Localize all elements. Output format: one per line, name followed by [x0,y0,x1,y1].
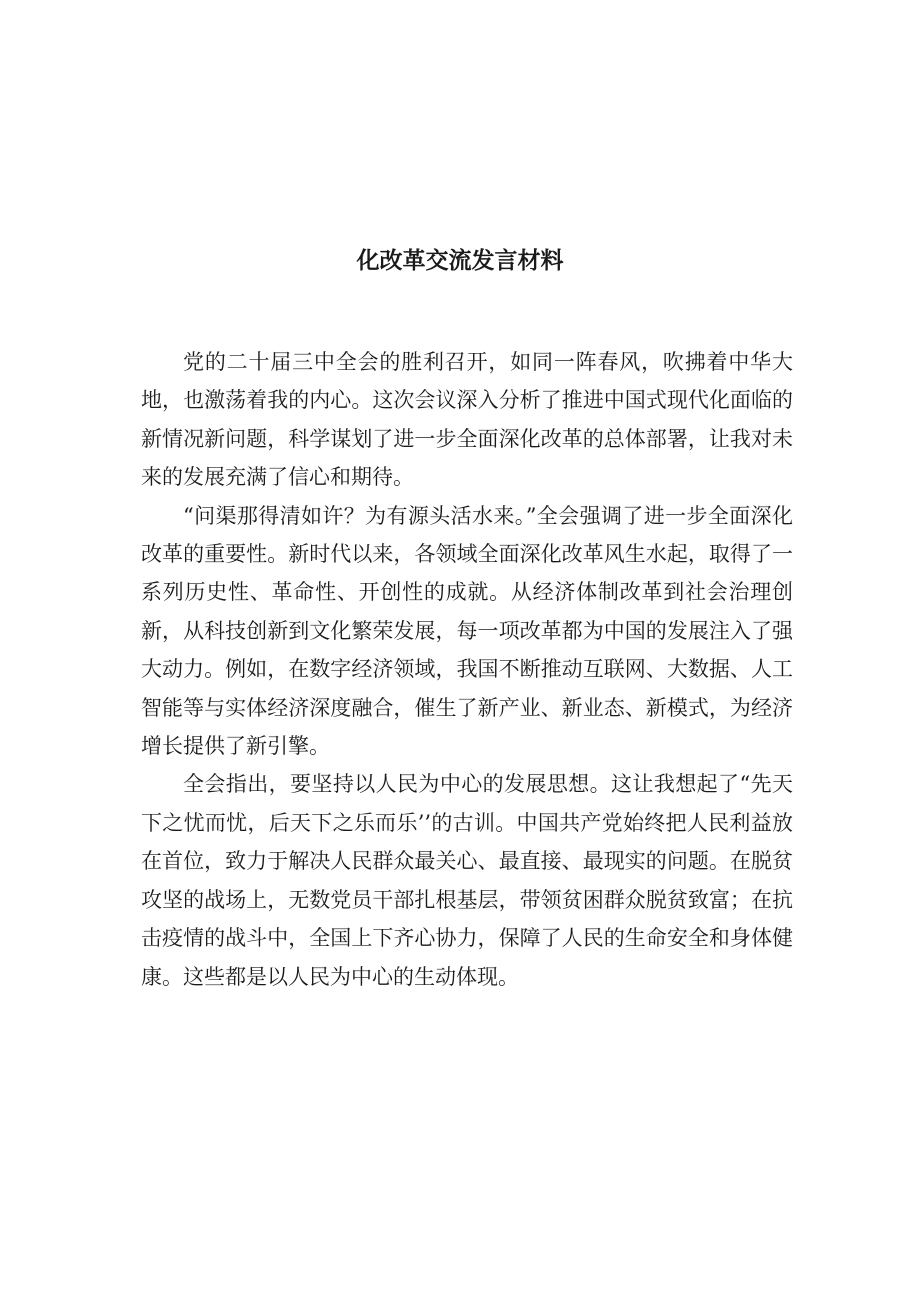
paragraph-1: 党的二十届三中全会的胜利召开，如同一阵春风，吹拂着中华大地，也激荡着我的内心。这次会议深入分析了推进中国式现代化面临的新情况新问题，科学谋划了进一步全面深化改革的总体部署，让我对未来的发展充满了信心和期待。 [141,350,793,490]
document-title: 化改革交流发言材料 [356,248,564,274]
paragraph-3: 全会指出，要坚持以人民为中心的发展思想。这让我想起了“先天下之忧而忧，后天下之乐而乐’’的古训。中国共产党始终把人民利益放在首位，致力于解决人民群众最关心、最直接、最现实的问题。在脱贫攻坚的战场上，无数党员干部扎根基层，带领贫困群众脱贫致富；在抗击疫情的战斗中，全国上下齐心协力，保障了人民的生命安全和身体健康。这些都是以人民为中心的生动体现。 [141,772,793,989]
document-body [141,343,793,996]
paragraph-2: “问渠那得清如许？为有源头活水来。”全会强调了进一步全面深化改革的重要性。新时代以来，各领域全面深化改革风生水起，取得了一系列历史性、革命性、开创性的成就。从经济体制改革到社会治理创新，从科技创新到文化繁荣发展，每一项改革都为中国的发展注入了强大动力。例如，在数字经济领域，我国不断推动互联网、大数据、人工智能等与实体经济深度融合，催生了新产业、新业态、新模式，为经济增长提供了新引擎。 [141,503,793,759]
